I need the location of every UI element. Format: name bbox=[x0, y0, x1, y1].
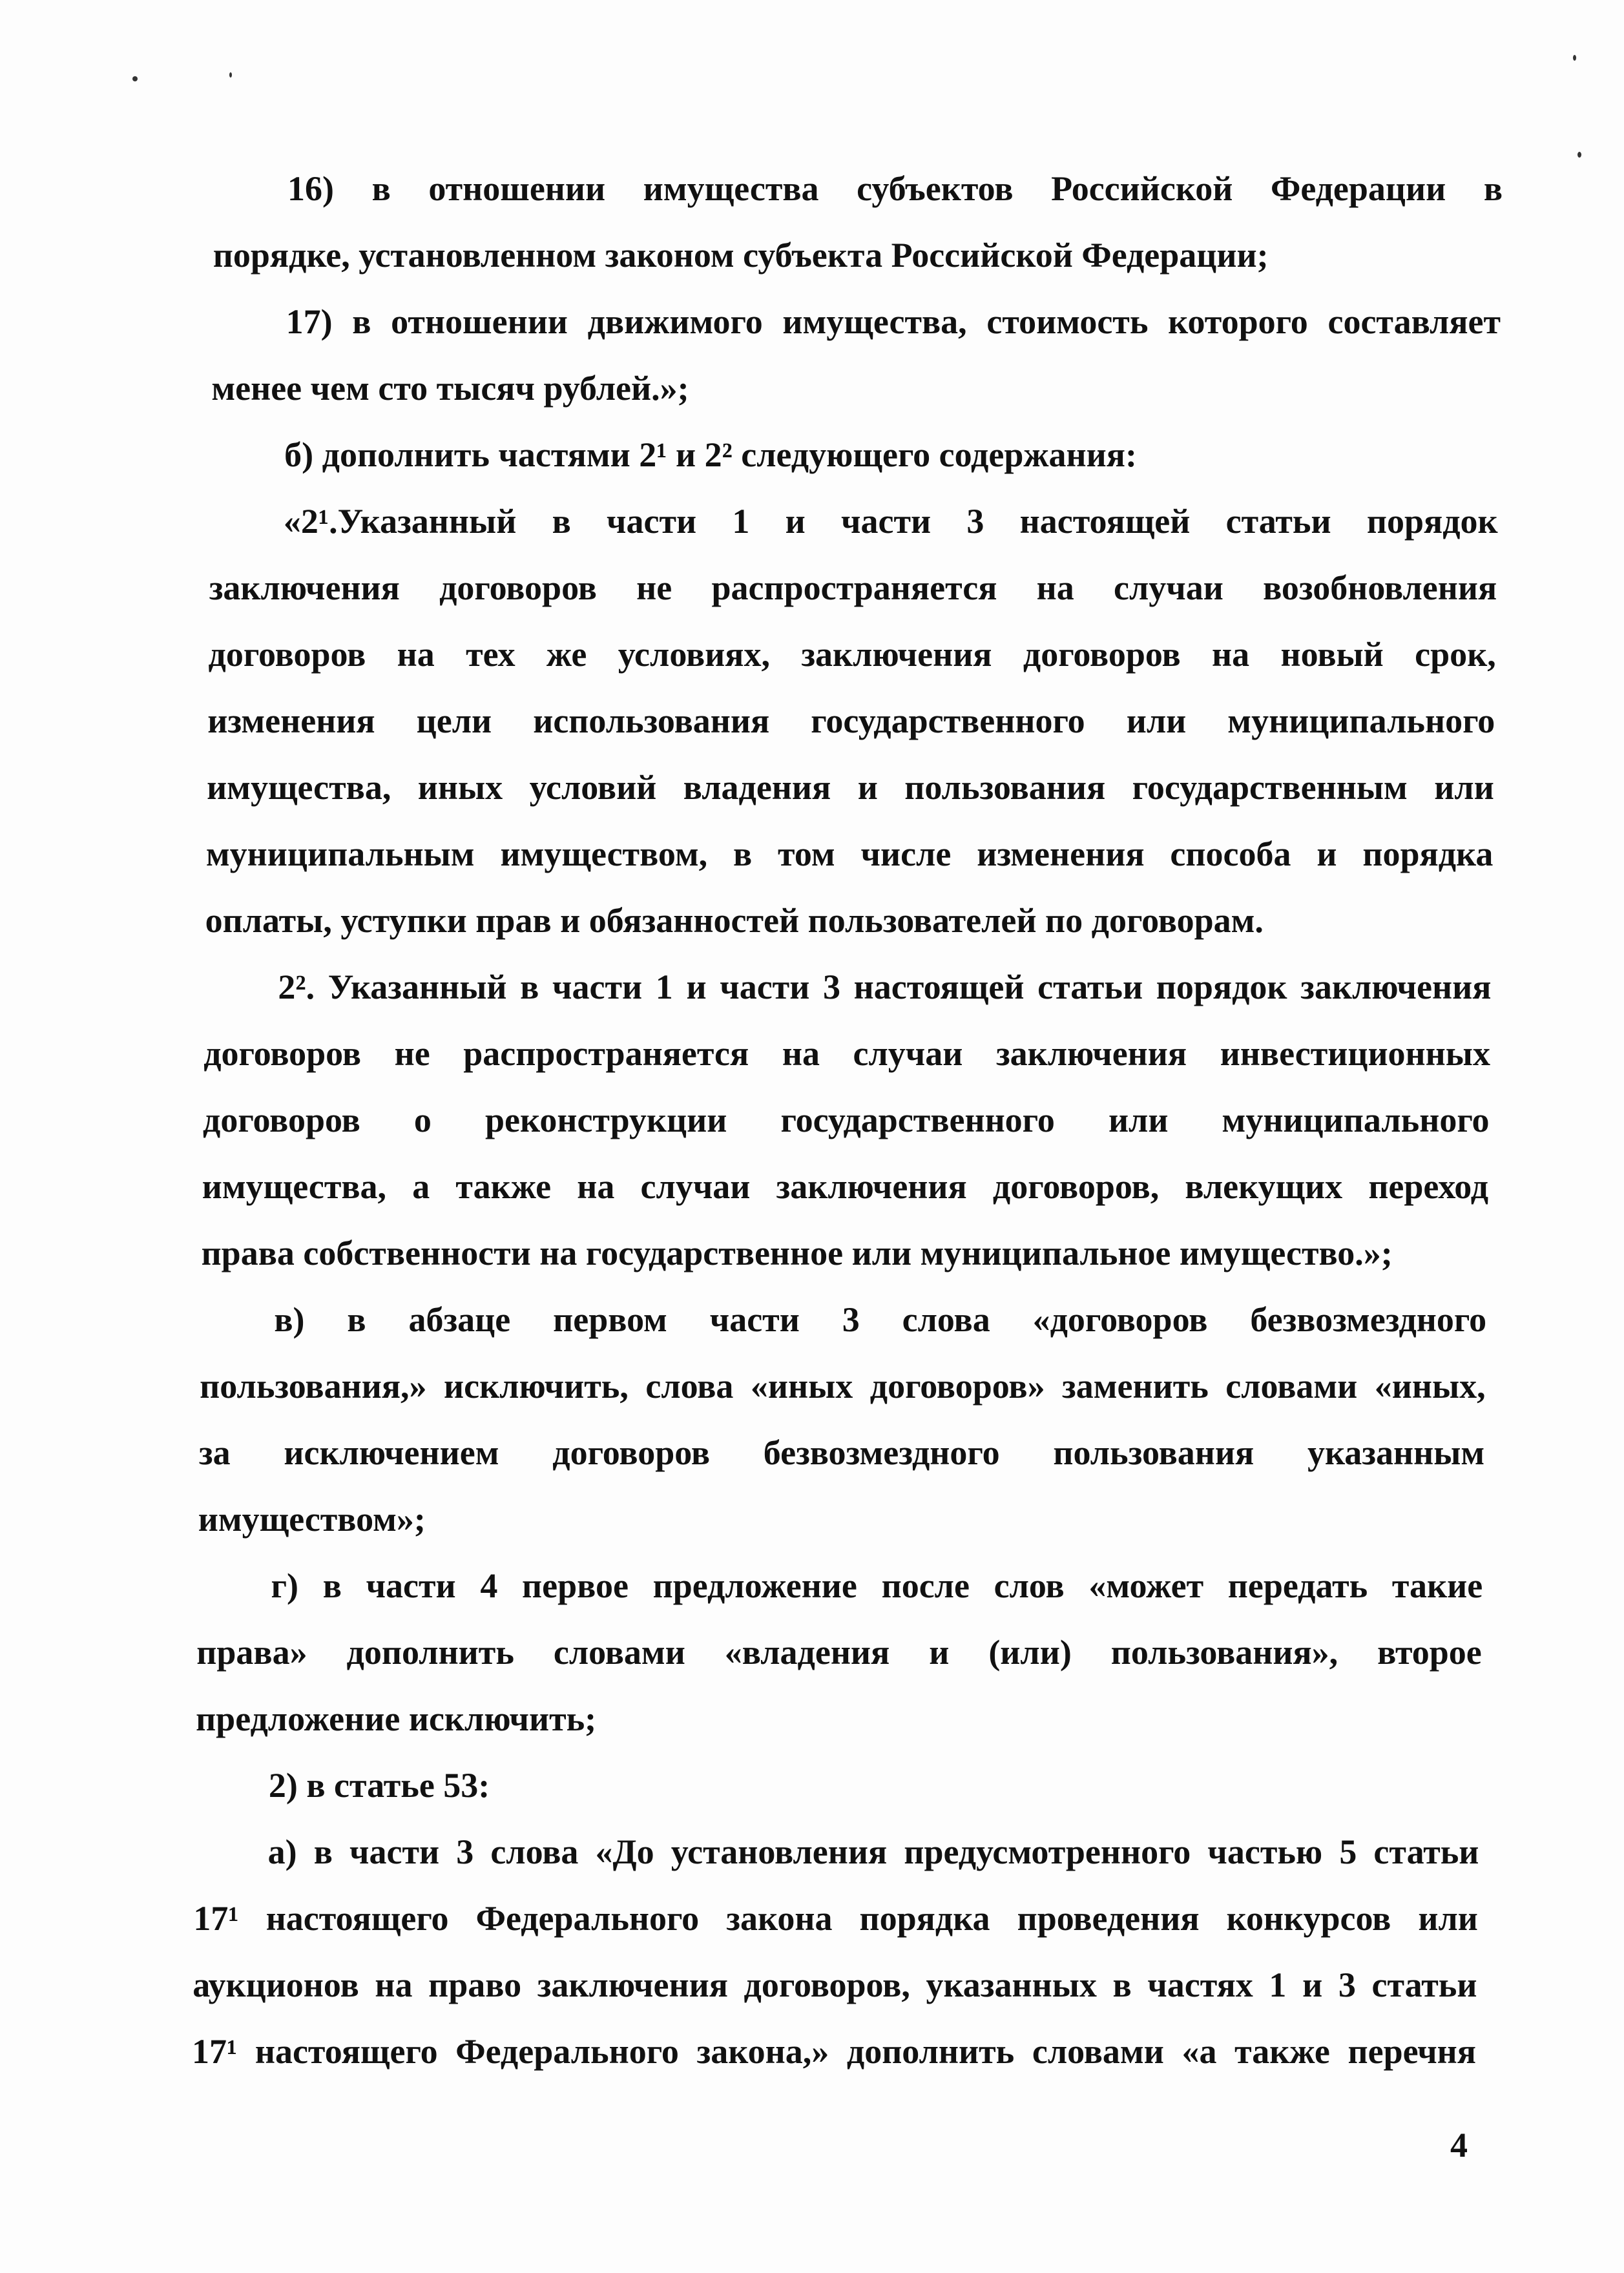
text-line: менее чем сто тысяч рублей.»; bbox=[211, 369, 689, 408]
text-line: 17¹ настоящего Федерального закона,» дополнить словами «а также перечня bbox=[192, 2032, 1476, 2071]
scan-speck bbox=[1573, 55, 1576, 61]
text-line: предложение исключить; bbox=[196, 1699, 597, 1738]
text-line: права» дополнить словами «владения и (или) пользования», второе bbox=[196, 1633, 1482, 1672]
text-line: оплаты, уступки прав и обязанностей пользователей по договорам. bbox=[205, 901, 1264, 940]
scan-speck bbox=[1577, 152, 1581, 158]
text-line: имущества, иных условий владения и пользования государственным или bbox=[207, 768, 1494, 807]
text-line: договоров не распространяется на случаи заключения инвестиционных bbox=[203, 1034, 1490, 1073]
text-line: изменения цели использования государственного или муниципального bbox=[207, 701, 1495, 740]
scan-speck bbox=[229, 72, 232, 78]
text-line: договоров на тех же условиях, заключения договоров на новый срок, bbox=[208, 635, 1496, 674]
text-line: 17¹ настоящего Федерального закона порядка проведения конкурсов или bbox=[193, 1899, 1478, 1938]
text-line: б) дополнить частями 2¹ и 2² следующего содержания: bbox=[284, 435, 1137, 474]
text-line: договоров о реконструкции государственного или муниципального bbox=[203, 1101, 1490, 1139]
text-line: муниципальным имуществом, в том числе изменения способа и порядка bbox=[205, 835, 1494, 873]
text-line: права собственности на государственное или муниципальное имущество.»; bbox=[201, 1234, 1393, 1272]
text-line: в) в абзаце первом части 3 слова «договоров безвозмездного bbox=[274, 1300, 1487, 1339]
text-line: 2) в статье 53: bbox=[268, 1766, 490, 1805]
text-line: заключения договоров не распространяется на случаи возобновления bbox=[209, 568, 1497, 607]
text-line: имуществом»; bbox=[198, 1500, 426, 1539]
text-line: пользования,» исключить, слова «иных договоров» заменить словами «иных, bbox=[200, 1367, 1486, 1406]
text-line: имущества, а также на случаи заключения договоров, влекущих переход bbox=[202, 1167, 1489, 1206]
text-line: «2¹.Указанный в части 1 и части 3 настоящей статьи порядок bbox=[283, 502, 1498, 541]
text-line: аукционов на право заключения договоров, указанных в частях 1 и 3 статьи bbox=[193, 1966, 1477, 2004]
text-line: порядке, установленном законом субъекта Российской Федерации; bbox=[213, 236, 1269, 275]
text-line: г) в части 4 первое предложение после слов «может передать такие bbox=[271, 1566, 1483, 1605]
text-line: за исключением договоров безвозмездного пользования указанным bbox=[198, 1433, 1485, 1472]
scan-speck bbox=[132, 76, 138, 81]
text-line: 17) в отношении движимого имущества, стоимость которого составляет bbox=[286, 302, 1501, 341]
text-line: а) в части 3 слова «До установления предусмотренного частью 5 статьи bbox=[267, 1832, 1479, 1871]
text-line: 2². Указанный в части 1 и части 3 настоящей статьи порядок заключения bbox=[278, 968, 1492, 1006]
page-number: 4 bbox=[1450, 2126, 1468, 2164]
text-line: 16) в отношении имущества субъектов Российской Федерации в bbox=[287, 169, 1503, 208]
